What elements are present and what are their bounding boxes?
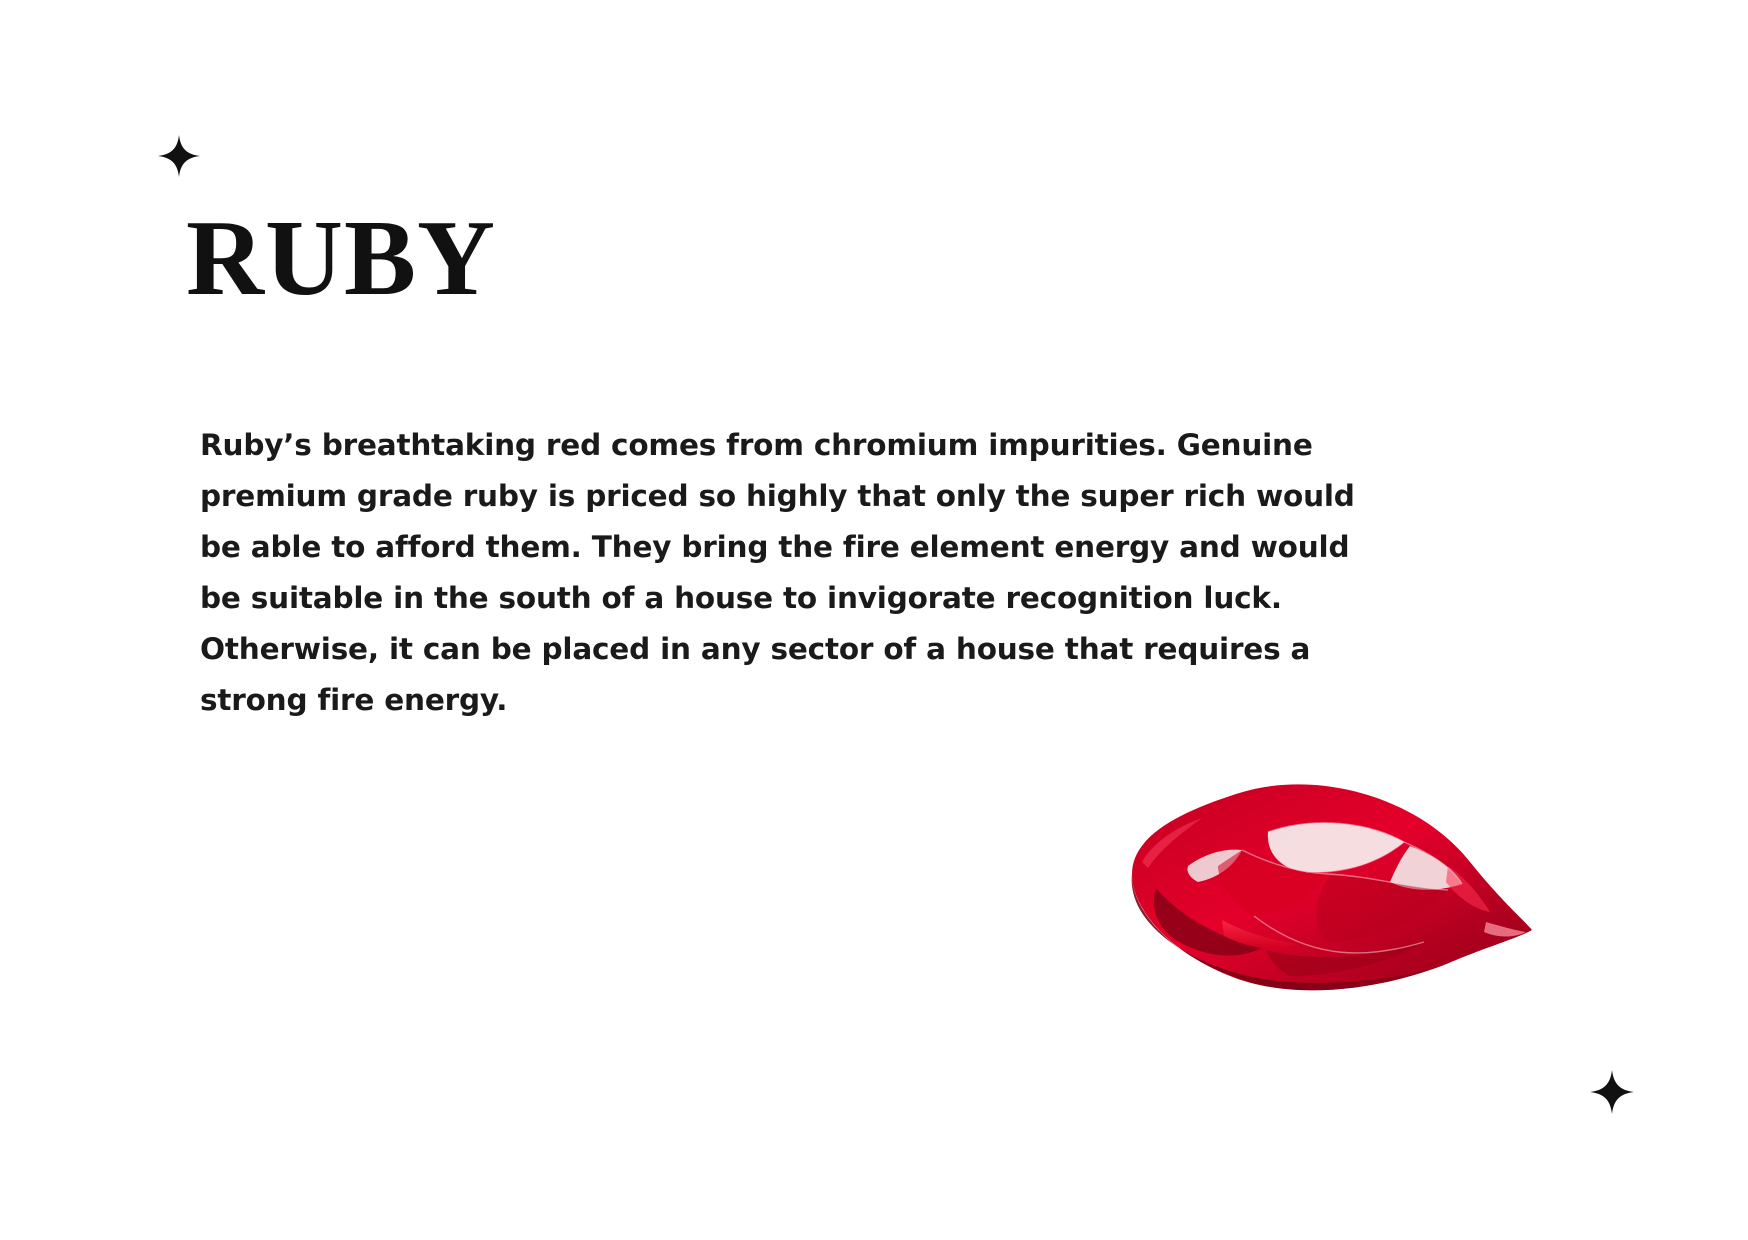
- four-point-star-icon: [158, 135, 200, 177]
- page-title: RUBY: [186, 199, 497, 318]
- ruby-gemstone-image: [1118, 770, 1538, 1015]
- body-paragraph: Ruby’s breathtaking red comes from chromium impurities. Genuine premium grade ruby is priced so highly that only the super rich would be able to afford them. They bring the fire element energy and would be suitable in the south of a house to invigorate recognition luck. Otherwise, it can be placed in any sector of a house that requires a strong fire energy.: [200, 428, 1355, 717]
- four-point-star-icon: [1590, 1070, 1634, 1114]
